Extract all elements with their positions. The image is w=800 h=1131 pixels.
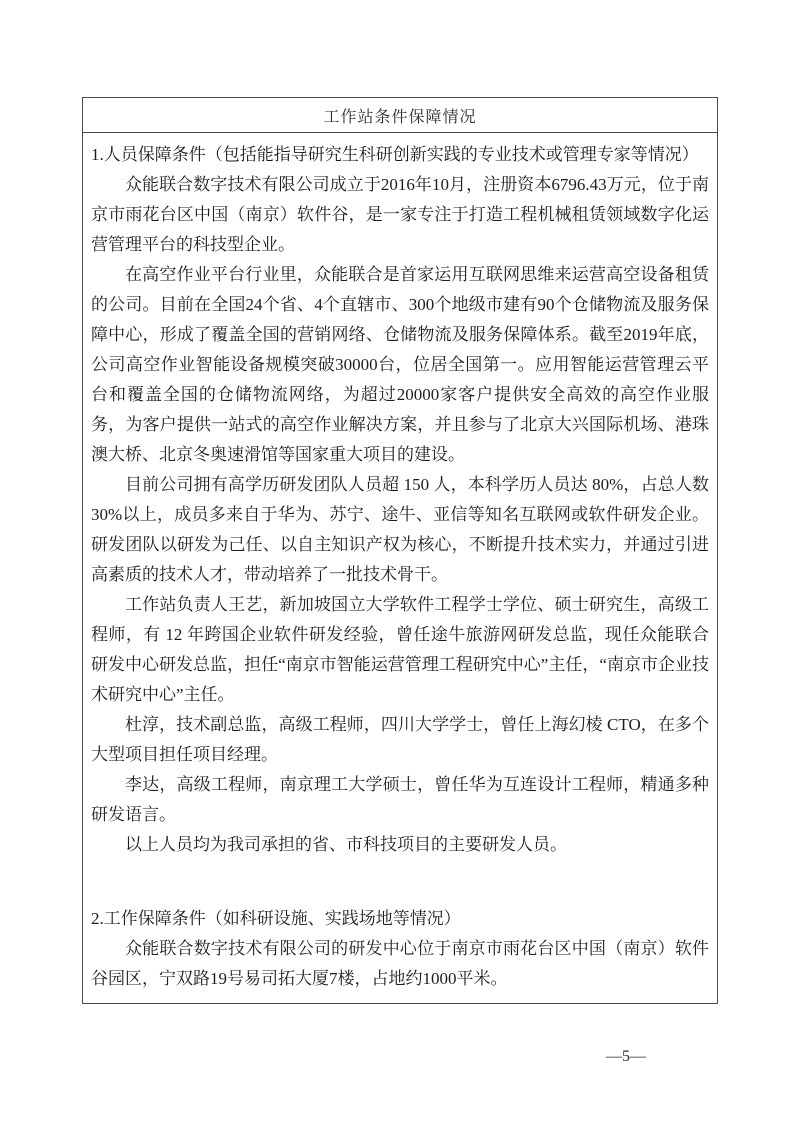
section-1-paragraph-du-chun: 杜淳，技术副总监，高级工程师，四川大学学士，曾任上海幻棱 CTO，在多个大型项目担任项目经理。: [91, 715, 709, 764]
table-title-row: [83, 98, 717, 133]
section-1-paragraph-company-intro: 众能联合数字技术有限公司成立于2016年10月，注册资本6796.43万元，位于南京市雨花台区中国（南京）软件谷，是一家专注于打造工程机械租赁领域数字化运营管理平台的科技型企业。: [91, 175, 709, 254]
table-title: 工作站条件保障情况: [323, 108, 477, 126]
section-1-paragraph-rd-team: 目前公司拥有高学历研发团队人员超 150 人，本科学历人员达 80%，占总人数 30%以上，成员多来自于华为、苏宁、途牛、亚信等知名互联网或软件研发企业。研发团队以研发为己任、以自主知识产权为核心，不断提升技术实力，并通过引进高素质的技术人才，带动培养了一批技术骨干。: [91, 475, 709, 584]
section-1-paragraph-station-leader: 工作站负责人王艺，新加坡国立大学软件工程学士学位、硕士研究生，高级工程师，有 12 年跨国企业软件研发经验，曾任途牛旅游网研发总监，现任众能联合研发中心研发总监，担任“南京市智能运营管理工程研究中心”主任，“南京市企业技术研究中心”主任。: [91, 595, 709, 704]
section-1-heading: 1.人员保障条件（包括能指导研究生科研创新实践的专业技术或管理专家等情况）: [91, 145, 699, 164]
section-1-paragraph-li-da: 李达，高级工程师，南京理工大学硕士，曾任华为互连设计工程师，精通多种研发语言。: [91, 775, 709, 824]
table-body-cell: [83, 133, 717, 1003]
section-2-paragraph-facility: 众能联合数字技术有限公司的研发中心位于南京市雨花台区中国（南京）软件谷园区，宁双路19号易司拓大厦7楼，占地约1000平米。: [91, 939, 709, 988]
section-2-heading: 2.工作保障条件（如科研设施、实践场地等情况）: [91, 909, 461, 928]
section-1-paragraph-industry-position: 在高空作业平台行业里，众能联合是首家运用互联网思维来运营高空设备租赁的公司。目前在全国24个省、4个直辖市、300个地级市建有90个仓储物流及服务保障中心，形成了覆盖全国的营销网络、仓储物流及服务保障体系。截至2019年底，公司高空作业智能设备规模突破30000台，位居全国第一。应用智能运营管理云平台和覆盖全国的仓储物流网络，为超过20000家客户提供安全高效的高空作业服务，为客户提供一站式的高空作业解决方案，并且参与了北京大兴国际机场、港珠澳大桥、北京冬奥速滑馆等国家重大项目的建设。: [91, 265, 709, 464]
section-1-paragraph-summary: 以上人员均为我司承担的省、市科技项目的主要研发人员。: [125, 835, 567, 854]
page-number: —5—: [606, 1048, 646, 1065]
guarantee-conditions-table: [82, 97, 718, 1004]
